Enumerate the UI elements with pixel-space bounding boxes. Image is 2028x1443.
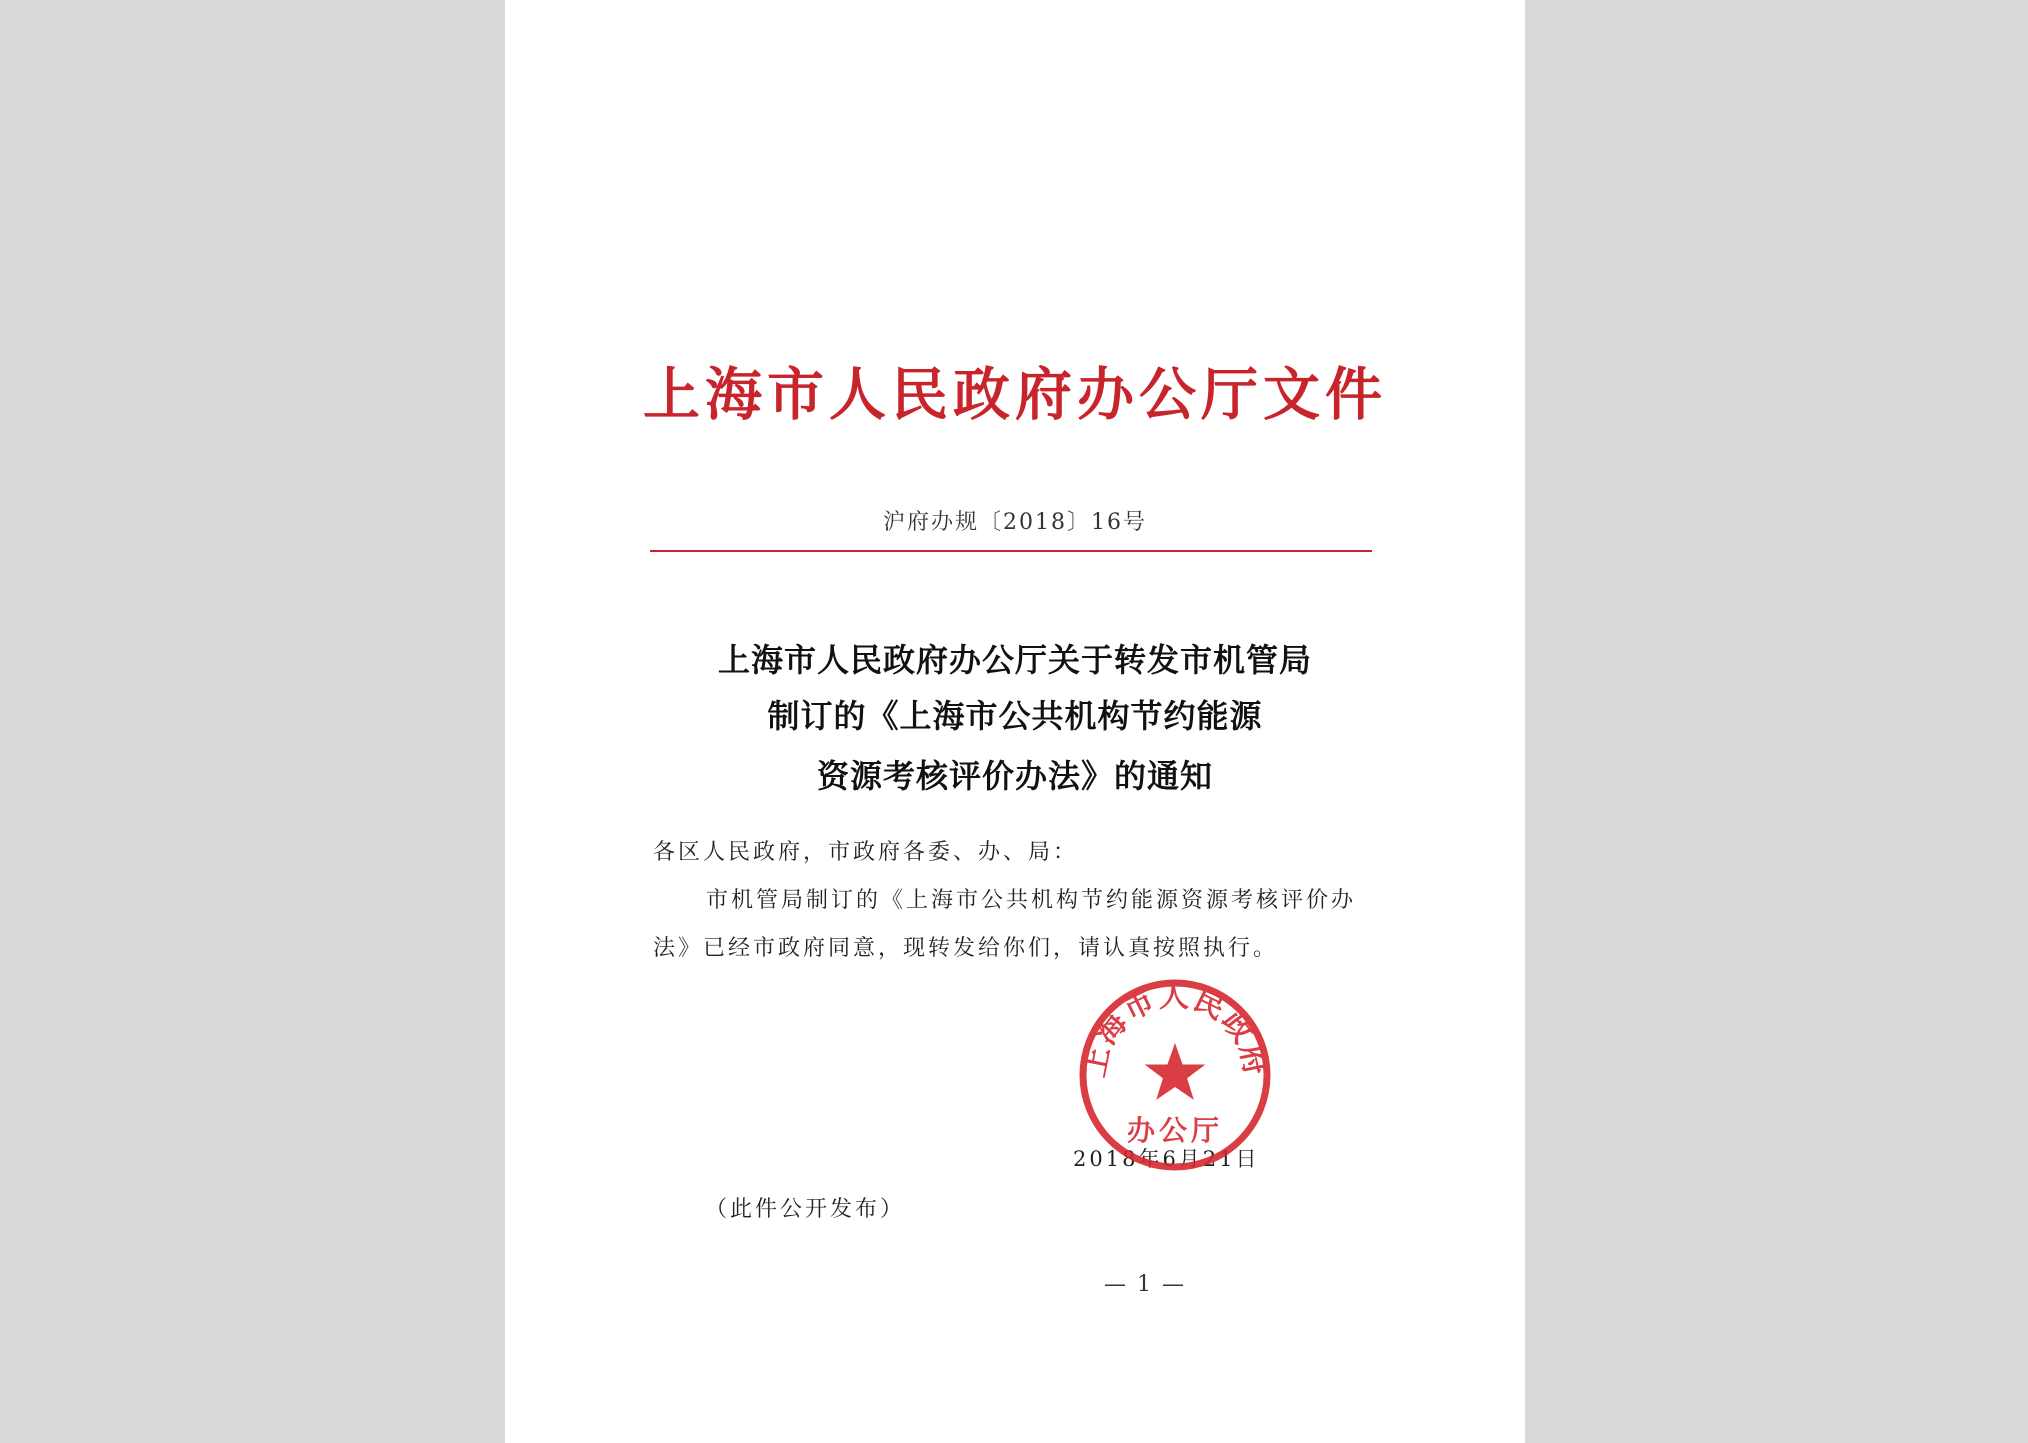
page-number: — 1 — bbox=[1104, 1272, 1186, 1297]
body-paragraph-line-1: 市机管局制订的《上海市公共机构节约能源资源考核评价办 bbox=[706, 888, 1357, 913]
document-number: 沪府办规〔2018〕16号 bbox=[883, 510, 1147, 535]
document-title-line-2: 制订的《上海市公共机构节约能源 bbox=[767, 697, 1263, 735]
seal-bottom-text: 办公厅 bbox=[1126, 1114, 1224, 1147]
issue-date: 2018年6月21日 bbox=[1073, 1147, 1260, 1171]
salutation: 各区人民政府，市政府各委、办、局： bbox=[653, 840, 1079, 865]
star-icon bbox=[1145, 1043, 1206, 1100]
document-title-line-1: 上海市人民政府办公厅关于转发市机管局 bbox=[717, 641, 1312, 679]
body-paragraph-line-2: 法》已经市政府同意，现转发给你们，请认真按照执行。 bbox=[653, 936, 1279, 961]
publish-note: （此件公开发布） bbox=[705, 1197, 906, 1222]
seal-top-text: 上海市人民政府 bbox=[1076, 979, 1274, 1080]
header-divider bbox=[650, 550, 1372, 552]
official-seal-stamp bbox=[1075, 975, 1275, 1175]
document-page bbox=[505, 0, 1525, 1443]
document-header-title: 上海市人民政府办公厅文件 bbox=[643, 361, 1387, 428]
document-title-line-3: 资源考核评价办法》的通知 bbox=[816, 757, 1213, 795]
